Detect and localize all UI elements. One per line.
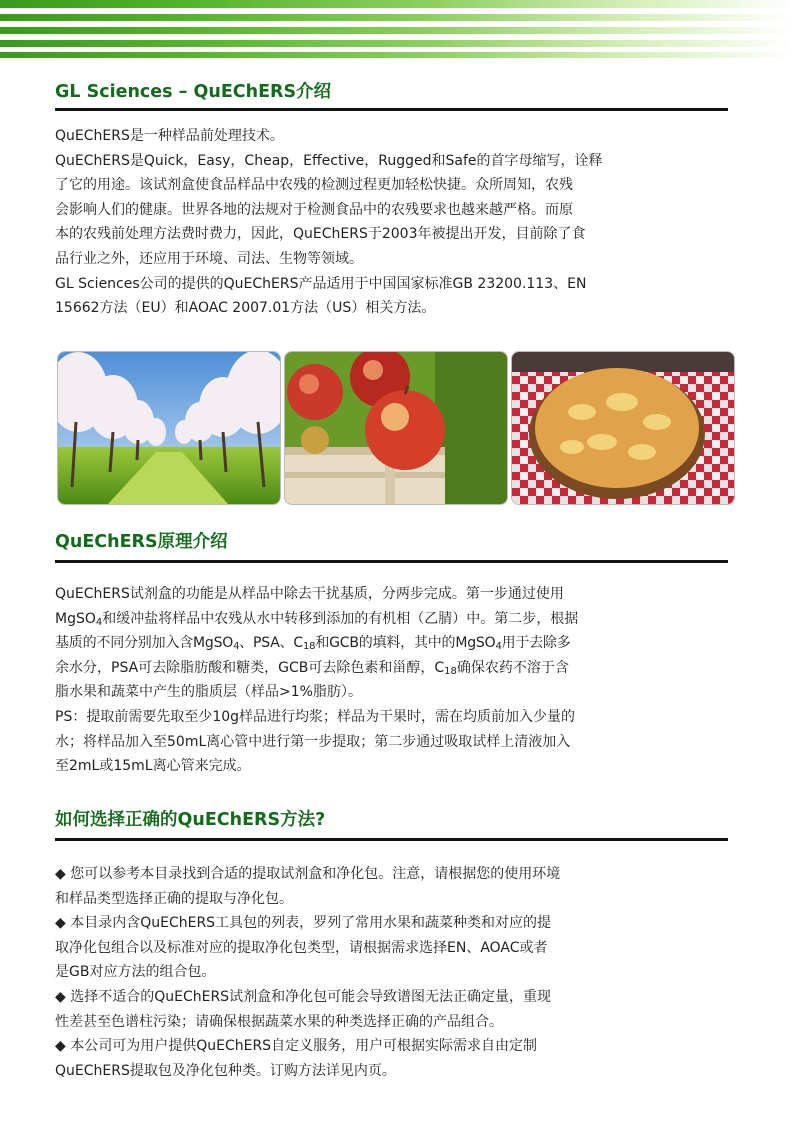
intro-line: QuEChERS是Quick，Easy，Cheap，Effective，Rugged和Safe的首字母缩写，诠释 [55, 152, 603, 169]
howto-title: 如何选择正确的QuEChERS方法? [55, 810, 326, 830]
principle-line: PS：提取前需要先取至少10g样品进行均浆；样品为干果时，需在均质前加入少量的 [55, 708, 576, 725]
howto-line: ◆ 您可以参考本目录找到合适的提取试剂盒和净化包。注意，请根据您的使用环境 [55, 866, 561, 882]
intro-line: 本的农残前处理方法费时费力，因此，QuEChERS于2003年被提出开发，目前除了食 [55, 226, 586, 243]
howto-line: 是GB对应方法的组合包。 [55, 964, 216, 981]
intro-line: 品行业之外，还应用于环境、司法、生物等领域。 [55, 250, 363, 267]
intro-line: 了它的用途。该试剂盒使食品样品中农残的检测过程更加轻松快捷。众所周知，农残 [55, 177, 573, 194]
principle-line: 水；将样品加入至50mL离心管中进行第一步提取；第二步通过吸取试样上清液加入 [55, 733, 571, 750]
principle-line: 脂水果和蔬菜中产生的脂质层（样品>1%脂肪）。 [55, 684, 362, 701]
howto-line: ◆ 本公司可为用户提供QuEChERS自定义服务，用户可根据实际需求自由定制 [55, 1038, 538, 1055]
apples-crate-photo [284, 351, 508, 505]
intro-title: GL Sciences – QuEChERS介绍 [55, 82, 332, 102]
howto-line: ◆ 选择不适合的QuEChERS试剂盒和净化包可能会导致谱图无法正确定量，重现 [55, 988, 552, 1005]
principle-rule [55, 560, 728, 563]
howto-rule [55, 838, 728, 841]
intro-paragraph [55, 124, 735, 321]
header-stripe [0, 52, 793, 58]
howto-line: QuEChERS提取包及净化包种类。订购方法详见内页。 [55, 1062, 396, 1079]
header-stripes [0, 0, 793, 60]
header-stripe [0, 14, 793, 21]
intro-line: GL Sciences公司的提供的QuEChERS产品适用于中国国家标准GB 23200.113、EN [55, 275, 587, 292]
howto-line: 和样品类型选择正确的提取与净化包。 [55, 890, 293, 907]
howto-paragraph [55, 862, 735, 1083]
principle-paragraph [55, 582, 735, 779]
orchard-photo [57, 351, 281, 505]
principle-line: 余水分，PSA可去除脂肪酸和糖类，GCB可去除色素和甾醇，$C_{18}$确保农药不溶于含 [55, 659, 569, 677]
header-stripe [0, 40, 793, 47]
principle-line: MgSO$_4$和缓冲盐将样品中农残从水中转移到添加的有机相（乙腈）中。第二步，根据 [55, 610, 579, 628]
principle-line: 至2mL或15mL离心管来完成。 [55, 758, 251, 775]
header-stripe [0, 0, 793, 8]
intro-line: 15662方法（EU）和AOAC 2007.01方法（US）相关方法。 [55, 300, 436, 317]
principle-title: QuEChERS原理介绍 [55, 532, 228, 552]
howto-line: 取净化包组合以及标准对应的提取净化包类型，请根据需求选择EN、AOAC或者 [55, 939, 548, 956]
principle-line: 基质的不同分别加入含MgSO$_4$、PSA、$C_{18}$和GCB的填料，其中的MgSO$_4$用于去除多 [55, 635, 571, 653]
howto-line: 性差甚至色谱柱污染；请确保根据蔬菜水果的种类选择正确的产品组合。 [55, 1013, 503, 1030]
intro-line: QuEChERS是一种样品前处理技术。 [55, 128, 284, 144]
apple-cake-photo [511, 351, 735, 505]
howto-line: ◆ 本目录内含QuEChERS工具包的列表，罗列了常用水果和蔬菜种类和对应的提 [55, 915, 552, 932]
intro-rule [55, 108, 728, 111]
header-stripe [0, 27, 793, 34]
intro-line: 会影响人们的健康。世界各地的法规对于检测食品中的农残要求也越来越严格。而原 [55, 201, 573, 218]
principle-line: QuEChERS试剂盒的功能是从样品中除去干扰基质，分两步完成。第一步通过使用 [55, 586, 564, 602]
